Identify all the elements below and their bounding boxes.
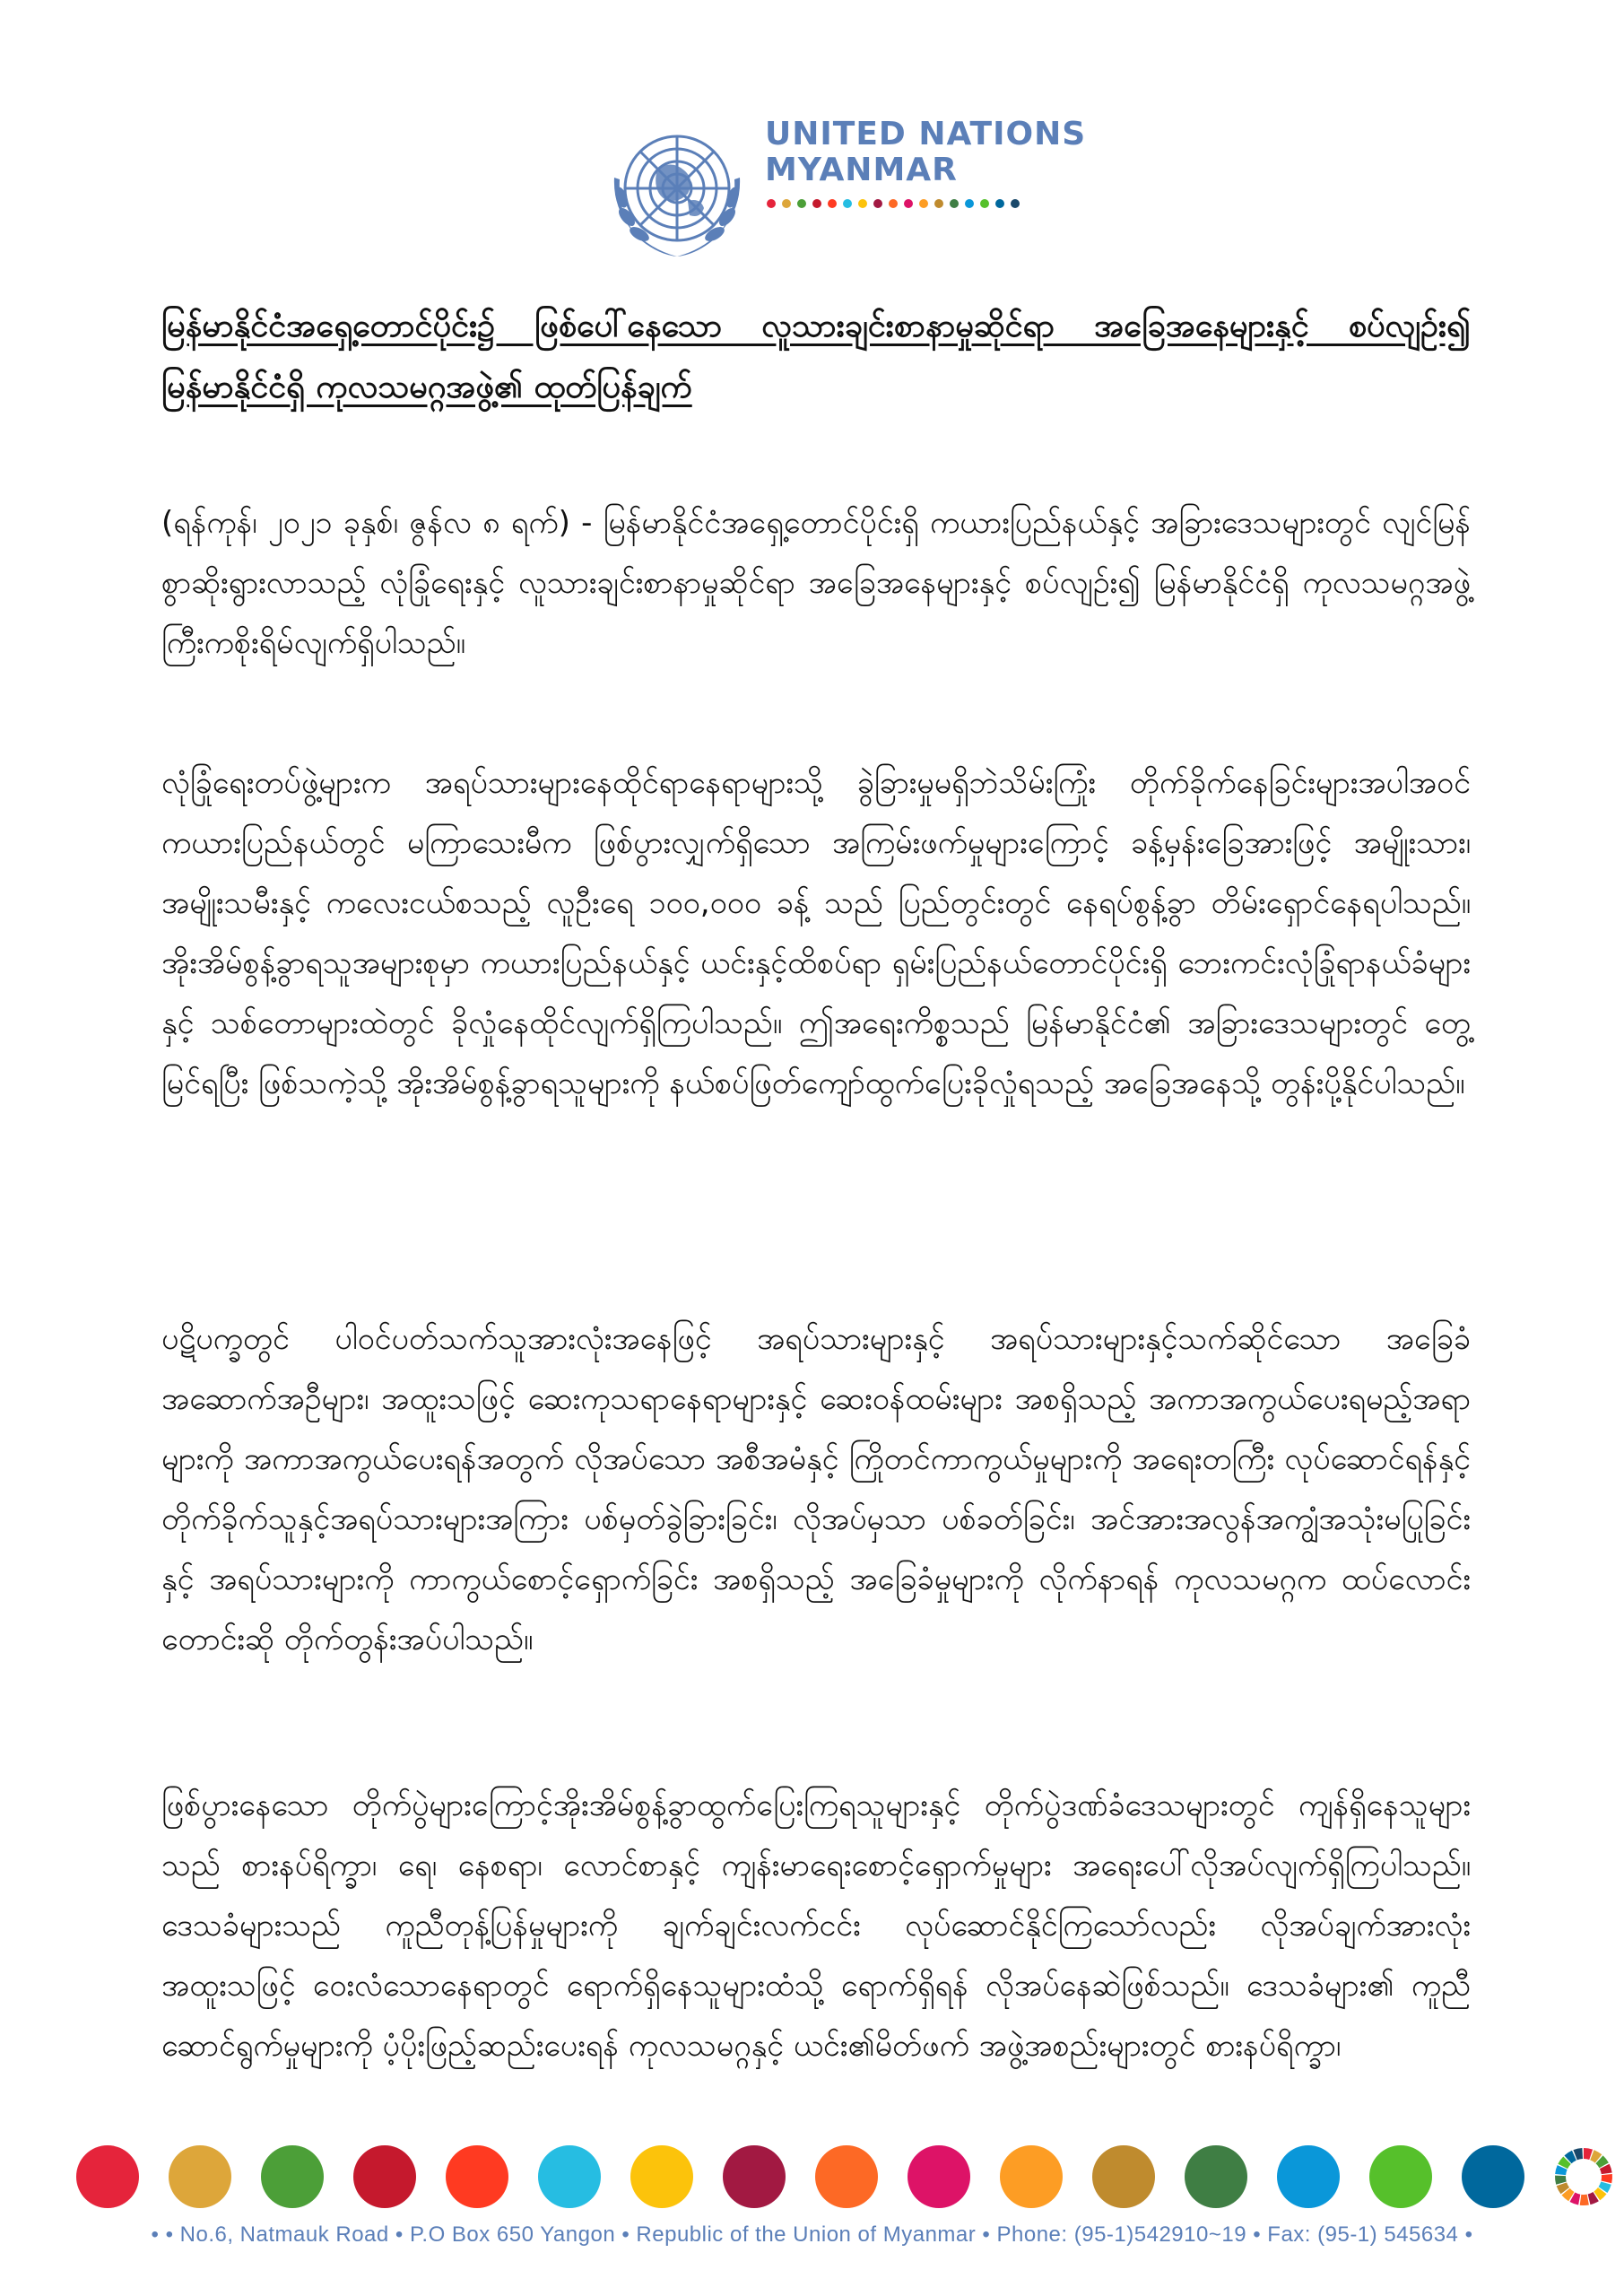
sdg-dot-1 xyxy=(767,199,776,208)
paragraph-4: ဖြစ်ပွားနေသော တိုက်ပွဲများကြောင့်အိုးအိမ်စွန့်ခွာထွက်ပြေးကြရသူများနှင့် တိုက်ပွဲဒဏ်ခံဒေသများတွင် ကျန်ရှိနေသူများသည် စားနပ်ရိက္ခာ၊ ရေ၊ နေစရာ၊ လောင်စာနှင့် ကျန်းမာရေးစောင့်ရှောက်မှုများ အရေးပေါ်လိုအပ်လျက်ရှိကြပါသည်။ ဒေသခံများသည် ကူညီတုန့်ပြန်မှုများကို ချက်ချင်းလက်ငင်း လုပ်ဆောင်နိုင်ကြသော်လည်း လိုအပ်ချက်အားလုံး အထူးသဖြင့် ဝေးလံသောနေရာတွင် ရောက်ရှိနေသူများထံသို့ ရောက်ရှိရန် လိုအပ်နေဆဲဖြစ်သည်။ ဒေသခံများ၏ ကူညီဆောင်ရွက်မှုများကို ပံ့ပိုးဖြည့်ဆည်းပေးရန် ကုလသမဂ္ဂနှင့် ယင်း၏မိတ်ဖက် အဖွဲ့အစည်းများတွင် စားနပ်ရိက္ခာ၊ xyxy=(161,1787,1471,2064)
sdg-circle-14 xyxy=(1277,2145,1340,2208)
sdg-circle-8 xyxy=(723,2145,786,2208)
sdg-circle-16 xyxy=(1462,2145,1524,2208)
paragraph-1: (ရန်ကုန်၊ ၂၀၂၁ ခုနှစ်၊ ဇွန်လ ၈ ရက်) - မြန်မာနိုင်ငံအရှေ့တောင်ပိုင်းရှိ ကယားပြည်နယ်နှင့် အခြားဒေသများတွင် လျင်မြန်စွာဆိုးရွားလာသည့် လုံခြုံရေးနှင့် လူသားချင်းစာနာမှုဆိုင်ရာ အခြေအနေများနှင့် စပ်လျဉ်း၍ မြန်မာနိုင်ငံရှိ ကုလသမဂ္ဂအဖွဲ့ကြီးကစိုးရိမ်လျက်ရှိပါသည်။ xyxy=(161,505,1471,661)
sdg-dot-2 xyxy=(782,199,791,208)
sdg-wheel-icon xyxy=(1554,2147,1613,2206)
sdg-dot-8 xyxy=(873,199,882,208)
sdg-circle-3 xyxy=(261,2145,324,2208)
statement-title: မြန်မာနိုင်ငံအရှေ့တောင်ပိုင်း၌ ဖြစ်ပေါ်နေသော လူသားချင်းစာနာမှုဆိုင်ရာ အခြေအနေများနှင့် စပ်လျဉ်း၍ မြန်မာနိုင်ငံရှိ ကုလသမဂ္ဂအဖွဲ့၏ ထုတ်ပြန်ချက် xyxy=(161,308,1471,405)
sdg-circles-row xyxy=(76,2145,1565,2217)
letterhead xyxy=(0,99,1624,233)
sdg-dot-13 xyxy=(950,199,959,208)
sdg-circle-13 xyxy=(1185,2145,1247,2208)
sdg-circle-10 xyxy=(908,2145,970,2208)
sdg-dot-strip xyxy=(767,199,1020,208)
sdg-circle-15 xyxy=(1369,2145,1432,2208)
sdg-dot-6 xyxy=(843,199,852,208)
paragraph-3: ပဋိပက္ခတွင် ပါဝင်ပတ်သက်သူအားလုံးအနေဖြင့် အရပ်သားများနှင့် အရပ်သားများနှင့်သက်ဆိုင်သော အခြေခံအဆောက်အဦများ၊ အထူးသဖြင့် ဆေးကုသရာနေရာများနှင့် ဆေးဝန်ထမ်းများ အစရှိသည့် အကာအကွယ်ပေးရမည့်အရာများကို အကာအကွယ်ပေးရန်အတွက် လိုအပ်သော အစီအမံနှင့် ကြိုတင်ကာကွယ်မှုများကို အရေးတကြီး လုပ်ဆောင်ရန်နှင့် တိုက်ခိုက်သူနှင့်အရပ်သားများအကြား ပစ်မှတ်ခွဲခြားခြင်း၊ လိုအပ်မှသာ ပစ်ခတ်ခြင်း၊ အင်အားအလွန်အကျွံအသုံးမပြုခြင်းနှင့် အရပ်သားများကို ကာကွယ်စောင့်ရှောက်ခြင်း အစရှိသည့် အခြေခံမှုများကို လိုက်နာရန် ကုလသမဂ္ဂက ထပ်လောင်းတောင်းဆို တိုက်တွန်းအပ်ပါသည်။ xyxy=(161,1321,1471,1657)
org-name-line2: MYANMAR xyxy=(765,152,958,188)
sdg-circle-1 xyxy=(76,2145,139,2208)
sdg-dot-7 xyxy=(858,199,867,208)
sdg-dot-4 xyxy=(812,199,821,208)
sdg-dot-9 xyxy=(889,199,898,208)
sdg-circle-9 xyxy=(815,2145,878,2208)
sdg-dot-16 xyxy=(995,199,1004,208)
sdg-circle-7 xyxy=(630,2145,693,2208)
sdg-wheel-segment xyxy=(1580,2195,1589,2205)
sdg-circle-2 xyxy=(169,2145,231,2208)
sdg-circle-12 xyxy=(1092,2145,1155,2208)
sdg-dot-5 xyxy=(828,199,837,208)
sdg-circle-6 xyxy=(538,2145,601,2208)
sdg-dot-10 xyxy=(904,199,913,208)
sdg-dot-11 xyxy=(919,199,928,208)
sdg-wheel-segment xyxy=(1601,2174,1612,2183)
sdg-circle-11 xyxy=(1000,2145,1063,2208)
sdg-circle-4 xyxy=(353,2145,416,2208)
footer-address: • • No.6, Natmauk Road • P.O Box 650 Yangon • Republic of the Union of Myanmar • Phone: (95-1)542910~19 • Fax: (95-1) 545634 • xyxy=(151,2222,1473,2247)
sdg-dot-3 xyxy=(797,199,806,208)
sdg-circle-5 xyxy=(446,2145,508,2208)
sdg-dot-14 xyxy=(965,199,974,208)
un-emblem-icon xyxy=(587,115,767,294)
sdg-dot-17 xyxy=(1011,199,1020,208)
org-name-line1: UNITED NATIONS xyxy=(765,116,1087,152)
org-name xyxy=(765,117,1086,188)
paragraph-2: လုံခြုံရေးတပ်ဖွဲ့များက အရပ်သားများနေထိုင်ရာနေရာများသို့ ခွဲခြားမှုမရှိဘဲသိမ်းကြုံး တိုက်ခိုက်နေခြင်းများအပါအဝင် ကယားပြည်နယ်တွင် မကြာသေးမီက ဖြစ်ပွားလျှက်ရှိသော အကြမ်းဖက်မှုများကြောင့် ခန့်မှန်းခြေအားဖြင့် အမျိုးသား၊ အမျိုးသမီးနှင့် ကလေးငယ်စသည့် လူဦးရေ ၁၀၀,၀၀၀ ခန့် သည် ပြည်တွင်းတွင် နေရပ်စွန့်ခွာ တိမ်းရှောင်နေရပါသည်။ အိုးအိမ်စွန့်ခွာရသူအများစုမှာ ကယားပြည်နယ်နှင့် ယင်းနှင့်ထိစပ်ရာ ရှမ်းပြည်နယ်တောင်ပိုင်းရှိ ဘေးကင်းလုံခြုံရာနယ်ခံများနှင့် သစ်တောများထဲတွင် ခိုလှုံနေထိုင်လျက်ရှိကြပါသည်။ ဤအရေးကိစ္စသည် မြန်မာနိုင်ငံ၏ အခြားဒေသများတွင် တွေ့မြင်ရပြီး ဖြစ်သကဲ့သို့ အိုးအိမ်စွန့်ခွာရသူများကို နယ်စပ်ဖြတ်ကျော်ထွက်ပြေးခိုလှုံရသည့် အခြေအနေသို့ တွန်းပို့နိုင်ပါသည်။ xyxy=(161,765,1471,1101)
sdg-dot-12 xyxy=(934,199,943,208)
sdg-dot-15 xyxy=(980,199,989,208)
